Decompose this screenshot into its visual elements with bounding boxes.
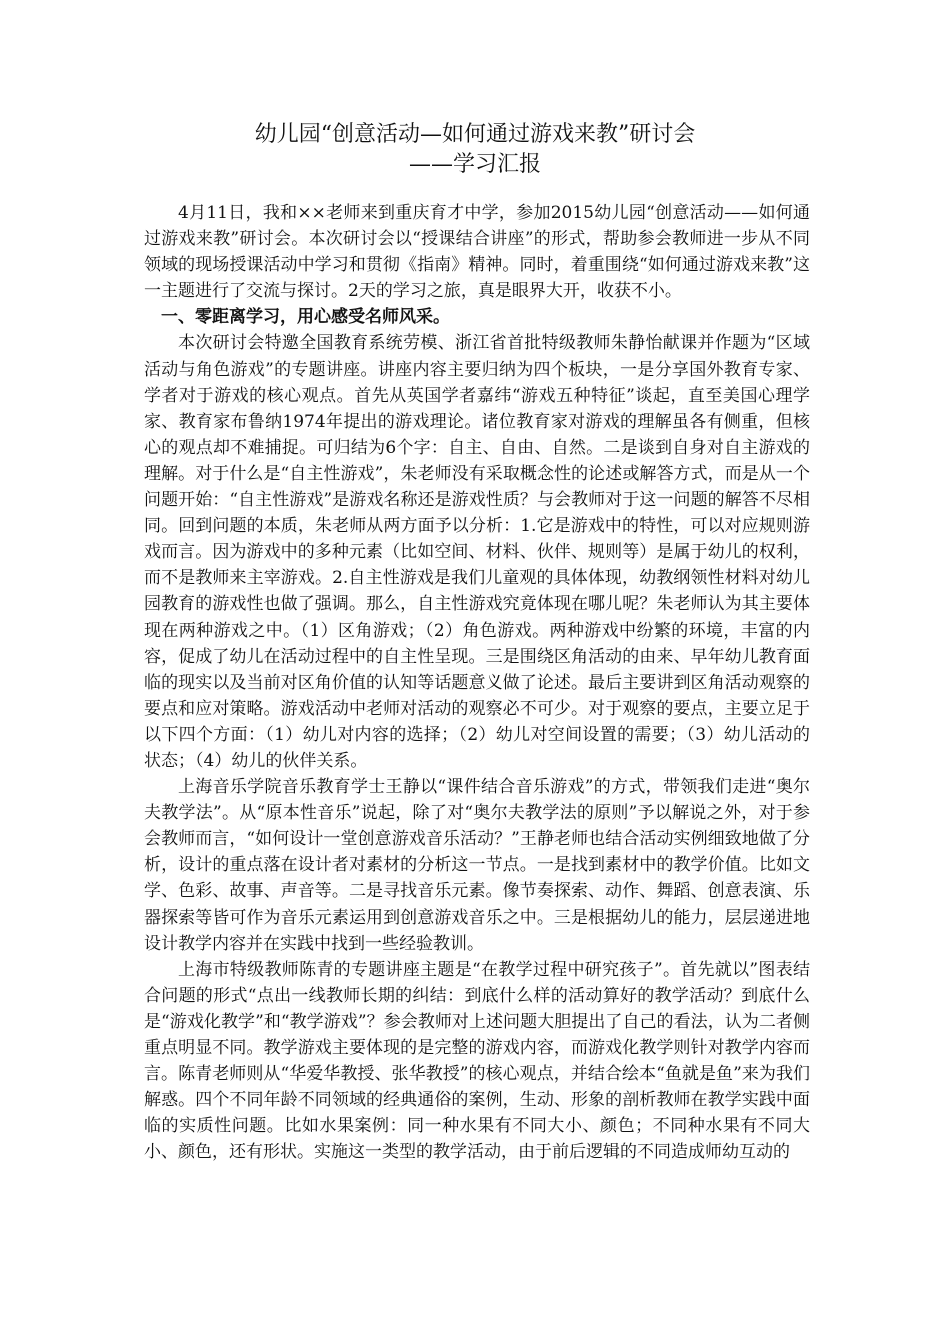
body-paragraph: 本次研讨会特邀全国教育系统劳模、浙江省首批特级教师朱静怡献课并作题为“区域活动与角色游戏”的专题讲座。讲座内容主要归纳为四个板块，一是分享国外教育专家、学者对于游戏的核心观点。首先从英国学者嘉纬“游戏五种特征”谈起，直至美国心理学家、教育家布鲁纳1974年提出的游戏理论。诸位教育家对游戏的理解虽各有侧重，但核心的观点却不难捕捉。可归结为6个字：自主、自由、自然。二是谈到自身对自主游戏的理解。对于什么是“自主性游戏”，朱老师没有采取概念性的论述或解答方式，而是从一个问题开始：“自主性游戏”是游戏名称还是游戏性质？与会教师对于这一问题的解答不尽相同。回到问题的本质，朱老师从两方面予以分析：1.它是游戏中的特性，可以对应规则游戏而言。因为游戏中的多种元素（比如空间、材料、伙伴、规则等）是属于幼儿的权利，而不是教师来主宰游戏。2.自主性游戏是我们儿童观的具体体现，幼教纲领性材料对幼儿园教育的游戏性也做了强调。那么，自主性游戏究竟体现在哪儿呢？朱老师认为其主要体现在两种游戏之中。（1）区角游戏；（2）角色游戏。两种游戏中纷繁的环境，丰富的内容，促成了幼儿在活动过程中的自主性呈现。三是围绕区角活动的由来、早年幼儿教育面临的现实以及当前对区角价值的认知等话题意义做了论述。最后主要讲到区角活动观察的要点和应对策略。游戏活动中老师对活动的观察必不可少。对于观察的要点，主要立足于以下四个方面：（1）幼儿对内容的选择；（2）幼儿对空间设置的需要；（3）幼儿活动的状态；（4）幼儿的伙伴关系。 bbox=[144, 333, 810, 771]
section-heading: 一、零距离学习，用心感受名师风采。 bbox=[161, 307, 450, 328]
document-body bbox=[144, 200, 810, 1165]
document-title: 幼儿园“创意活动—如何通过游戏来教”研讨会 bbox=[254, 122, 696, 147]
intro-paragraph: 4月11日，我和××老师来到重庆育才中学，参加2015幼儿园“创意活动——如何通过游戏来教”研讨会。本次研讨会以“授课结合讲座”的形式，帮助参会教师进一步从不同领域的现场授课活动中学习和贯彻《指南》精神。同时，着重围绕“如何通过游戏来教”这一主题进行了交流与探讨。2天的学习之旅，真是眼界大开，收获不小。 bbox=[144, 203, 810, 302]
body-paragraph: 上海市特级教师陈青的专题讲座主题是“在教学过程中研究孩子”。首先就以”图表结合问题的形式“点出一线教师长期的纠结：到底什么样的活动算好的教学活动？到底什么是“游戏化教学”和“教学游戏”？参会教师对上述问题大胆提出了自己的看法，认为二者侧重点明显不同。教学游戏主要体现的是完整的游戏内容，而游戏化教学则针对教学内容而言。陈青老师则从“华爱华教授、张华教授”的核心观点，并结合绘本“鱼就是鱼”来为我们解惑。四个不同年龄不同领域的经典通俗的案例，生动、形象的剖析教师在教学实践中面临的实质性问题。比如水果案例：同一种水果有不同大小、颜色；不同种水果有不同大小、颜色，还有形状。实施这一类型的教学活动，由于前后逻辑的不同造成师幼互动的 bbox=[144, 959, 810, 1163]
body-paragraph: 上海音乐学院音乐教育学士王静以“课件结合音乐游戏”的方式，带领我们走进“奥尔夫教学法”。从“原本性音乐”说起，除了对“奥尔夫教学法的原则”予以解说之外，对于参会教师而言，“如何设计一堂创意游戏音乐活动？”王静老师也结合活动实例细致地做了分析，设计的重点落在设计者对素材的分析这一节点。一是找到素材中的教学价值。比如文学、色彩、故事、声音等。二是寻找音乐元素。像节奏探索、动作、舞蹈、创意表演、乐器探索等皆可作为音乐元素运用到创意游戏音乐之中。三是根据幼儿的能力，层层递进地设计教学内容并在实践中找到一些经验教训。 bbox=[144, 777, 810, 954]
title-block bbox=[0, 120, 950, 180]
document-subtitle: ——学习汇报 bbox=[408, 152, 541, 177]
